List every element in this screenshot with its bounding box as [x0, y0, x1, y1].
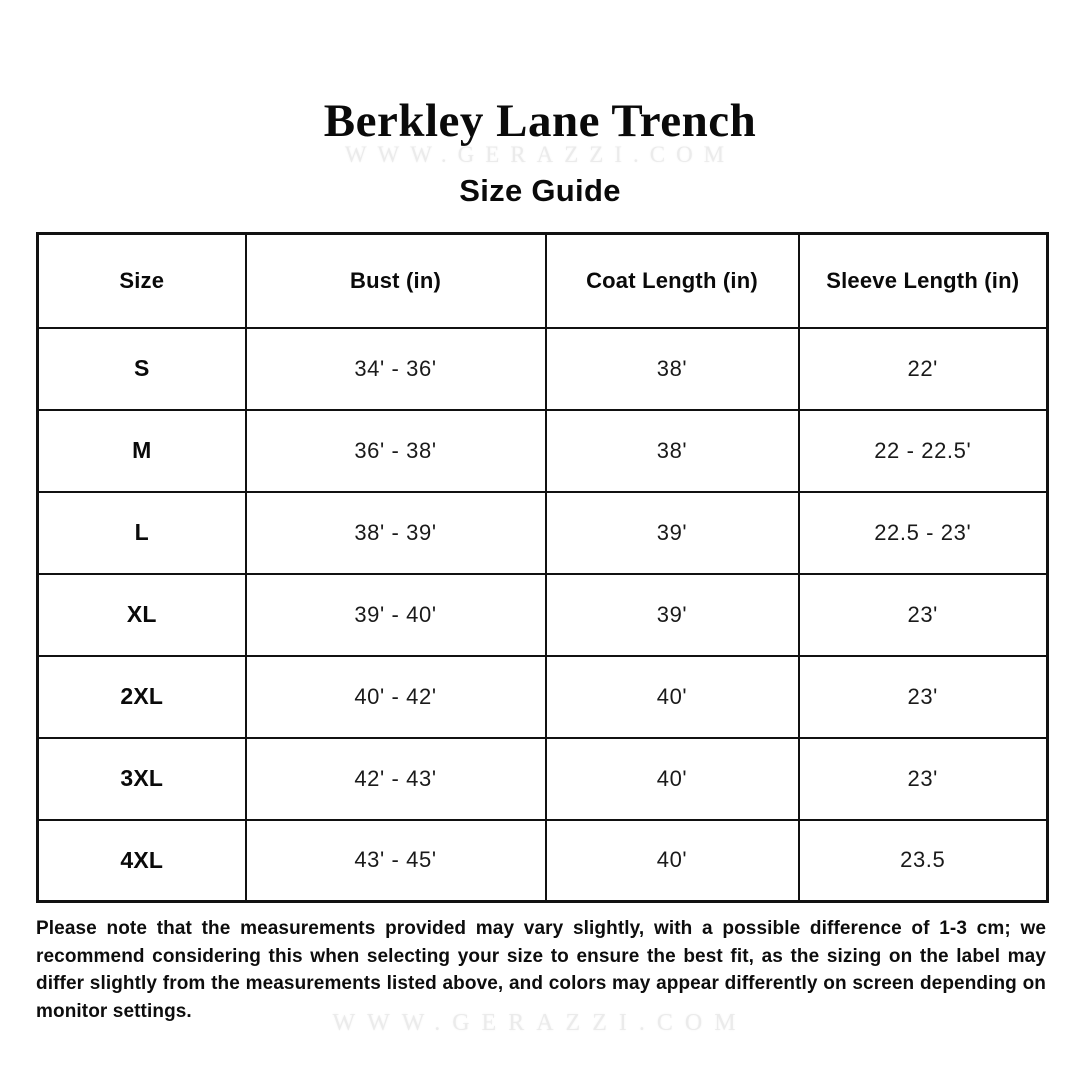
sleeve-length-cell: 22 - 22.5' — [799, 410, 1048, 492]
coat-length-cell: 39' — [546, 574, 799, 656]
page-title: Berkley Lane Trench — [323, 95, 757, 147]
table-row — [38, 410, 1048, 492]
size-cell: 4XL — [38, 820, 246, 902]
bust-cell: 42' - 43' — [246, 738, 546, 820]
measurement-disclaimer: Please note that the measurements provided may vary slightly, with a possible difference of 1-3 cm; we recommend considering this when selecting your size to ensure the best fit, as the sizing on the label may differ slightly from the measurements listed above, and colors may appear differently on screen depending on monitor settings. — [36, 918, 1046, 1022]
bust-cell: 34' - 36' — [246, 328, 546, 410]
watermark-bottom: WWW.GERAZZI.COM — [332, 1010, 748, 1036]
size-cell: L — [38, 492, 246, 574]
table-row — [38, 574, 1048, 656]
bust-cell: 38' - 39' — [246, 492, 546, 574]
sleeve-length-cell: 23' — [799, 574, 1048, 656]
column-header-size: Size — [38, 234, 246, 328]
size-cell: M — [38, 410, 246, 492]
page-subtitle: Size Guide — [459, 173, 621, 208]
coat-length-cell: 38' — [546, 410, 799, 492]
sleeve-length-cell: 23' — [799, 656, 1048, 738]
coat-length-cell: 40' — [546, 820, 799, 902]
sleeve-length-cell: 22' — [799, 328, 1048, 410]
header-row — [38, 234, 1048, 328]
size-cell: XL — [38, 574, 246, 656]
coat-length-cell: 40' — [546, 738, 799, 820]
coat-length-cell: 38' — [546, 328, 799, 410]
column-header-bust: Bust (in) — [246, 234, 546, 328]
bust-cell: 36' - 38' — [246, 410, 546, 492]
bust-cell: 43' - 45' — [246, 820, 546, 902]
table-row — [38, 738, 1048, 820]
coat-length-cell: 40' — [546, 656, 799, 738]
column-header-sleeve-length: Sleeve Length (in) — [799, 234, 1048, 328]
size-cell: 3XL — [38, 738, 246, 820]
sleeve-length-cell: 23' — [799, 738, 1048, 820]
watermark-top: WWW.GERAZZI.COM — [344, 142, 736, 167]
table-row — [38, 328, 1048, 410]
table-row — [38, 656, 1048, 738]
column-header-coat-length: Coat Length (in) — [546, 234, 799, 328]
size-cell: S — [38, 328, 246, 410]
sleeve-length-cell: 22.5 - 23' — [799, 492, 1048, 574]
sleeve-length-cell: 23.5 — [799, 820, 1048, 902]
bust-cell: 40' - 42' — [246, 656, 546, 738]
table-row — [38, 820, 1048, 902]
coat-length-cell: 39' — [546, 492, 799, 574]
size-guide-table — [36, 232, 1049, 903]
size-cell: 2XL — [38, 656, 246, 738]
bust-cell: 39' - 40' — [246, 574, 546, 656]
table-row — [38, 492, 1048, 574]
